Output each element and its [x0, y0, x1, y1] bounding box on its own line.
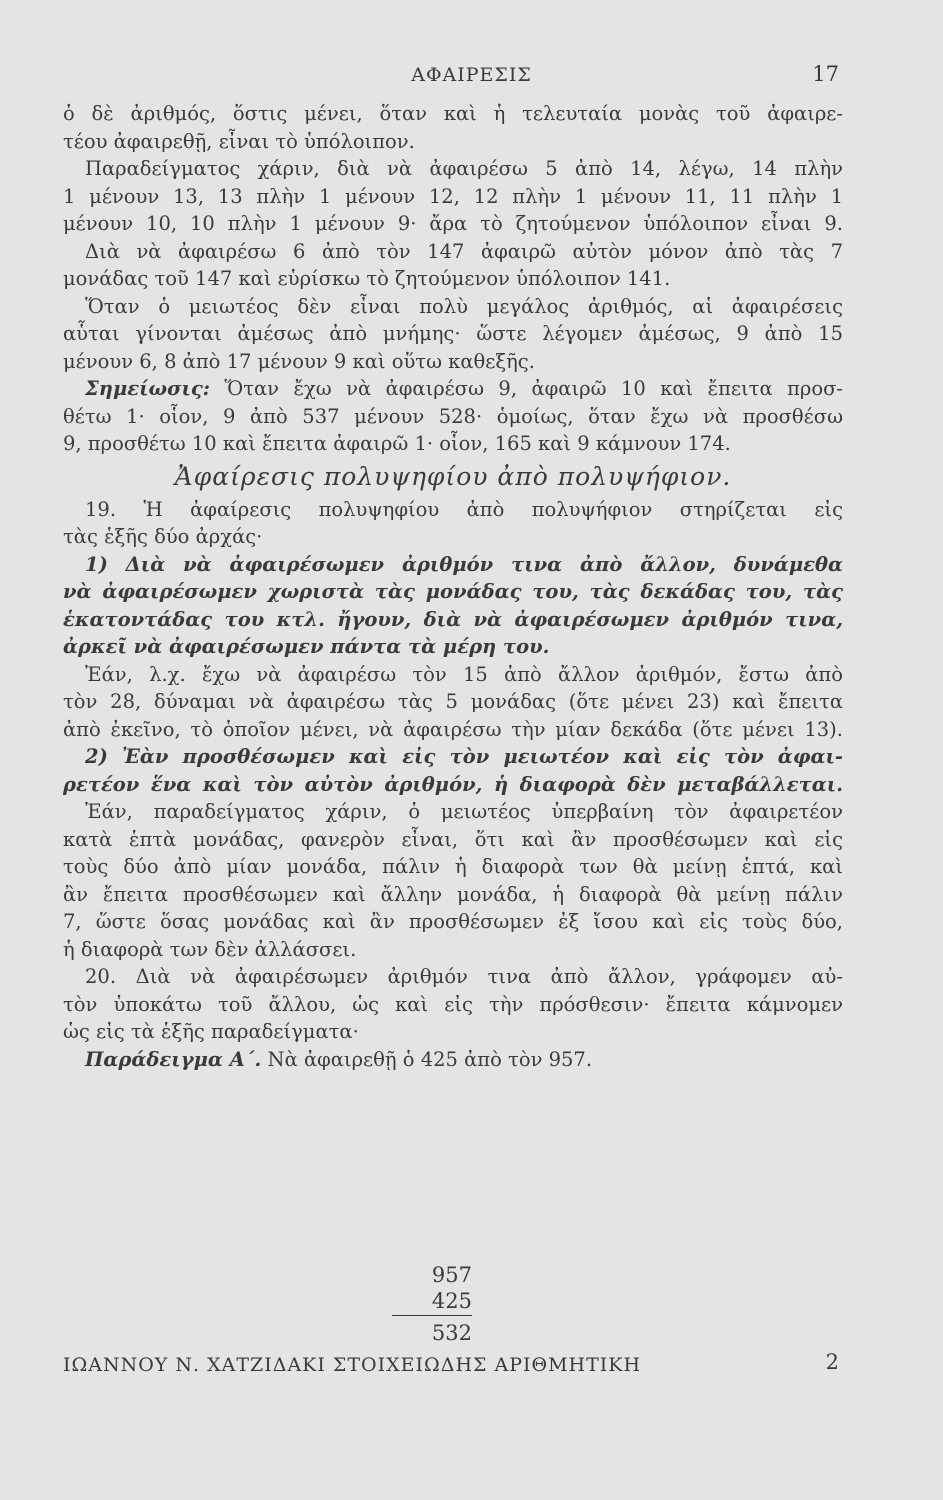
line-text: 2) Ἐὰν προσθέσωμεν καὶ εἰς τὸν μειωτέον καὶ εἰς τὸν ἀφαι-	[85, 745, 843, 768]
run-in-heading: Σημείωσις:	[85, 377, 210, 400]
text-line	[63, 430, 843, 458]
chapter-title: ΑΦΑΙΡΕΣΙΣ	[411, 64, 532, 86]
text-line	[63, 716, 843, 744]
text-line	[63, 1018, 843, 1046]
line-text: Ἐάν, λ.χ. ἔχω νὰ ἀφαιρέσω τὸν 15 ἀπὸ ἄλλον ἀριθμόν, ἔστω ἀπὸ	[85, 662, 843, 686]
line-text: 19. Ἡ ἀφαίρεσις πολυψηφίου ἀπὸ πολυψήφιον στηρίζεται εἰς	[85, 497, 843, 521]
text-line	[63, 155, 843, 183]
line-text: ἡ διαφορὰ των δὲν ἀλλάσσει.	[63, 937, 357, 961]
text-line	[63, 551, 843, 579]
text-line	[63, 238, 843, 266]
line-text: ἀπὸ ἐκεῖνο, τὸ ὁποῖον μένει, νὰ ἀφαιρέσω τὴν μίαν δεκάδα (ὅτε μένει 13).	[63, 717, 843, 741]
line-text: θέτω 1· οἷον, 9 ἀπὸ 537 μένουν 528· ὁμοίως, ὅταν ἔχω νὰ προσθέσω	[63, 404, 843, 428]
line-text: ἀρκεῖ νὰ ἀφαιρέσωμεν πάντα τὰ μέρη του.	[63, 635, 550, 658]
line-text: 20. Διὰ νὰ ἀφαιρέσωμεν ἀριθμόν τινα ἀπὸ ἄλλον, γράφομεν αὐ-	[85, 965, 843, 988]
line-text: ρετέον ἕνα καὶ τὸν αὐτὸν ἀριθμόν, ἡ διαφορὰ δὲν μεταβάλλεται.	[63, 772, 843, 796]
line-text: 7, ὥστε ὅσας μονάδας καὶ ἂν προσθέσωμεν ἐξ ἴσου καὶ εἰς τοὺς δύο,	[63, 910, 843, 933]
line-text: Διὰ νὰ ἀφαιρέσω 6 ἀπὸ τὸν 147 ἀφαιρῶ αὐτὸν μόνον ἀπὸ τὰς 7	[85, 239, 843, 263]
line-text: τὸν ὑποκάτω τοῦ ἄλλου, ὡς καὶ εἰς τὴν πρόσθεσιν· ἔπειτα κάμνομεν	[63, 992, 843, 1016]
text-line	[63, 936, 843, 964]
line-text: ἑκατοντάδας του κτλ. ἤγουν, διὰ νὰ ἀφαιρέσωμεν ἀριθμόν τινα,	[63, 607, 843, 631]
text-line	[63, 881, 843, 909]
subtrahend: 425	[431, 1289, 472, 1313]
text-line	[63, 853, 843, 881]
difference: 532	[431, 1321, 472, 1345]
minuend: 957	[431, 1263, 472, 1287]
run-in-heading: Παράδειγμα Α΄.	[85, 1047, 262, 1071]
text-line	[63, 293, 843, 321]
text-line	[63, 210, 843, 238]
text-line	[63, 523, 843, 551]
text-line	[63, 348, 843, 376]
text-line	[63, 606, 843, 634]
sum-rule	[392, 1315, 472, 1316]
line-text: Νὰ ἀφαιρεθῇ ὁ 425 ἀπὸ τὸν 957.	[261, 1047, 593, 1071]
line-text: Ἐάν, παραδείγματος χάριν, ὁ μειωτέος ὑπερβαίνη τὸν ἀφαιρετέον	[85, 800, 843, 823]
text-line	[63, 991, 843, 1019]
book-title: ΙΩΑΝΝΟΥ Ν. ΧΑΤΖΙΔΑΚΙ ΣΤΟΙΧΕΙΩΔΗΣ ΑΡΙΘΜΗΤΙΚΗ	[63, 1354, 642, 1376]
line-text: Παραδείγματος χάριν, διὰ νὰ ἀφαιρέσω 5 ἀπὸ 14, λέγω, 14 πλὴν	[85, 157, 843, 180]
line-text: μένουν 10, 10 πλὴν 1 μένουν 9· ἄρα τὸ ζητούμενον ὑπόλοιπον εἶναι 9.	[63, 212, 843, 235]
line-text: ἂν ἔπειτα προσθέσωμεν καὶ ἄλλην μονάδα, ἡ διαφορὰ θὰ μείνῃ πάλιν	[63, 882, 843, 906]
text-line	[63, 403, 843, 431]
line-text: τὰς ἑξῆς δύο ἀρχάς·	[63, 525, 263, 548]
line-text: κατὰ ἑπτὰ μονάδας, φανερὸν εἶναι, ὅτι καὶ ἂν προσθέσωμεν καὶ εἰς	[63, 827, 843, 851]
text-line	[63, 771, 843, 799]
text-line	[63, 633, 843, 661]
line-text: τέου ἀφαιρεθῇ, εἶναι τὸ ὑπόλοιπον.	[63, 129, 415, 153]
running-header	[0, 60, 943, 90]
text-line	[63, 743, 843, 771]
subtraction-example	[392, 1262, 472, 1346]
text-line	[63, 1046, 843, 1074]
line-text: 1 μένουν 13, 13 πλὴν 1 μένουν 12, 12 πλὴν 1 μένουν 11, 11 πλὴν 1	[63, 184, 843, 208]
text-line	[63, 320, 843, 348]
line-text: Ὅταν ὁ μειωτέος δὲν εἶναι πολὺ μεγάλος ἀριθμός, αἱ ἀφαιρέσεις	[85, 294, 843, 318]
page-body	[63, 100, 843, 1073]
text-line	[63, 826, 843, 854]
section-heading	[63, 458, 843, 496]
text-line	[63, 798, 843, 826]
line-text: ὡς εἰς τὰ ἑξῆς παραδείγματα·	[63, 1020, 359, 1043]
line-text: 9, προσθέτω 10 καὶ ἔπειτα ἀφαιρῶ 1· οἷον, 165 καὶ 9 κάμνουν 174.	[63, 432, 731, 455]
text-line	[63, 908, 843, 936]
line-text: μονάδας τοῦ 147 καὶ εὑρίσκω τὸ ζητούμενον ὑπόλοιπον 141.	[63, 267, 671, 290]
line-text: μένουν 6, 8 ἀπὸ 17 μένουν 9 καὶ οὕτω καθεξῆς.	[63, 349, 535, 373]
line-text: Ὅταν ἔχω νὰ ἀφαιρέσω 9, ἀφαιρῶ 10 καὶ ἔπειτα προσ-	[209, 377, 843, 400]
text-line	[63, 100, 843, 128]
signature-mark: 2	[825, 1350, 839, 1374]
line-text: τὸν 28, δύναμαι νὰ ἀφαιρέσω τὰς 5 μονάδας (ὅτε μένει 23) καὶ ἔπειτα	[63, 690, 843, 713]
page-number: 17	[812, 62, 839, 86]
text-line	[63, 183, 843, 211]
line-text: τοὺς δύο ἀπὸ μίαν μονάδα, πάλιν ἡ διαφορὰ των θὰ μείνῃ ἑπτά, καὶ	[63, 855, 843, 878]
text-line	[63, 661, 843, 689]
line-text: ὁ δὲ ἀριθμός, ὅστις μένει, ὅταν καὶ ἡ τελευταία μονὰς τοῦ ἀφαιρε-	[63, 102, 843, 125]
text-line	[63, 578, 843, 606]
text-line	[63, 496, 843, 524]
signature-footer	[63, 1350, 843, 1384]
text-line	[63, 375, 843, 403]
line-text: 1) Διὰ νὰ ἀφαιρέσωμεν ἀριθμόν τινα ἀπὸ ἄλλον, δυνάμεθα	[85, 552, 843, 576]
line-text: νὰ ἀφαιρέσωμεν χωριστὰ τὰς μονάδας του, τὰς δεκάδας του, τὰς	[63, 580, 843, 603]
line-text: αὗται γίνονται ἀμέσως ἀπὸ μνήμης· ὥστε λέγομεν ἀμέσως, 9 ἀπὸ 15	[63, 322, 843, 345]
text-line	[63, 963, 843, 991]
text-line	[63, 265, 843, 293]
text-line	[63, 128, 843, 156]
line-text: Ἀφαίρεσις πολυψηφίου ἀπὸ πολυψήφιον.	[174, 461, 732, 491]
text-line	[63, 688, 843, 716]
